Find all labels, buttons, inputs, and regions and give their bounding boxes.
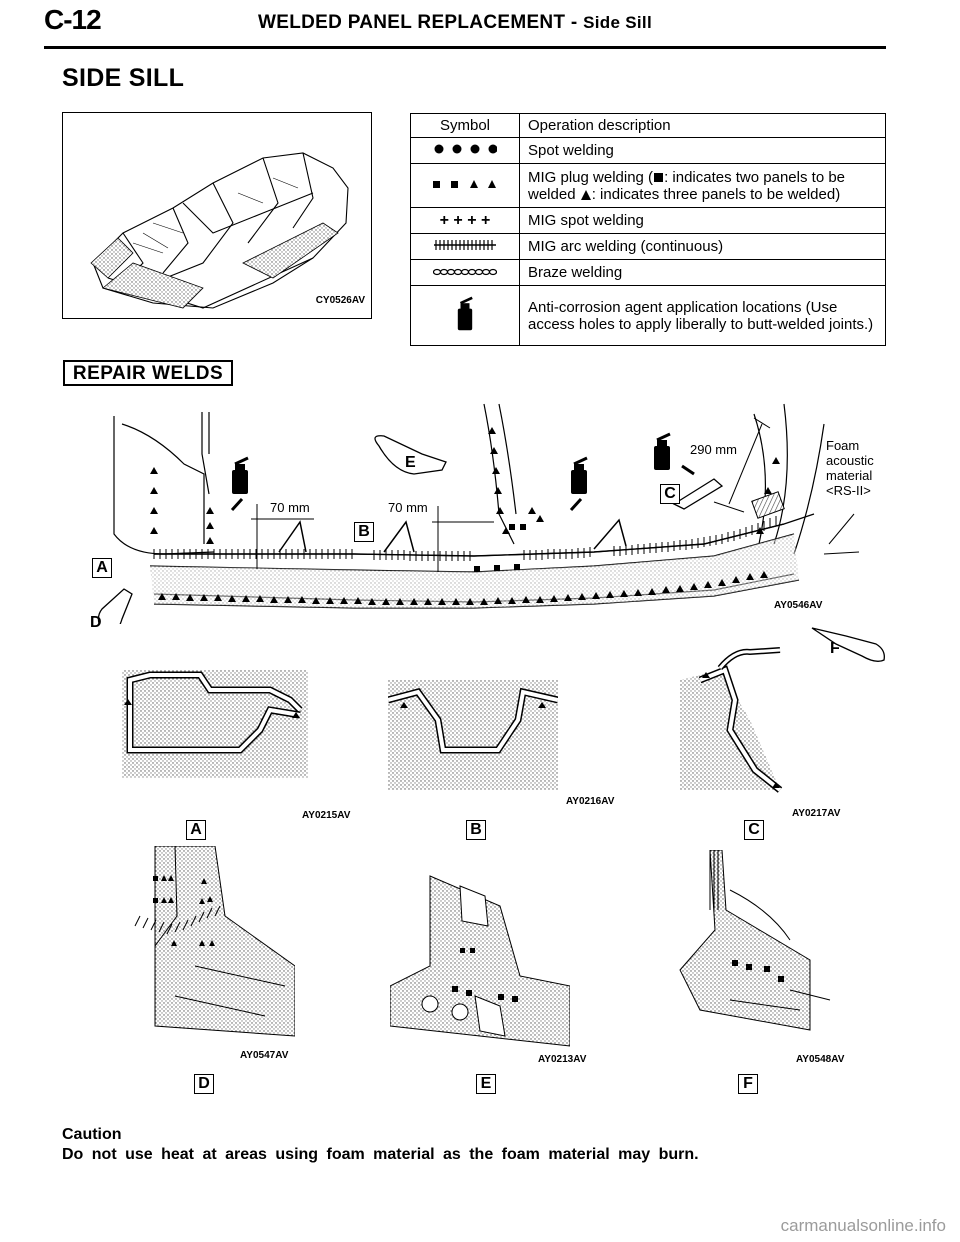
- detail-label-a: A: [186, 820, 206, 840]
- legend-description: Braze welding: [520, 260, 886, 286]
- dimension-label: 70 mm: [270, 500, 310, 515]
- figure-code: AY0548AV: [796, 1054, 845, 1065]
- caution-title: Caution: [62, 1126, 122, 1143]
- mig-plug-weld-icon: [433, 178, 497, 190]
- legend-header-symbol: Symbol: [411, 114, 520, 138]
- figure-code: AY0546AV: [774, 600, 823, 611]
- section-title: SIDE SILL: [62, 64, 185, 92]
- view-marker-b: B: [354, 522, 374, 542]
- legend-description: MIG spot welding: [520, 208, 886, 234]
- detail-label-c: C: [744, 820, 764, 840]
- detail-view-d: [115, 846, 295, 1046]
- figure-code: AY0215AV: [302, 810, 351, 821]
- view-marker-f: F: [830, 640, 840, 657]
- legend-symbol-cell: [411, 164, 520, 208]
- anti-corrosion-bottle-icon: [453, 296, 477, 332]
- detail-view-a: [120, 670, 310, 780]
- legend-symbol-cell: [411, 208, 520, 234]
- thumbnail-code: CY0526AV: [315, 295, 365, 306]
- header-rule: [44, 46, 886, 49]
- legend-description: Spot welding: [520, 138, 886, 164]
- detail-label-e: E: [476, 1074, 496, 1094]
- foam-material-note: Foam acoustic material <RS-II>: [826, 438, 874, 498]
- detail-label-f: F: [738, 1074, 758, 1094]
- header-title-text: WELDED PANEL REPLACEMENT -: [258, 12, 584, 33]
- body-shell-illustration: [63, 113, 371, 318]
- detail-view-c: [680, 640, 840, 800]
- triangle-marker-icon: [581, 190, 591, 200]
- legend-description: Anti-corrosion agent application locations (Use access holes to apply liberally to butt-welded joints.): [520, 286, 886, 346]
- figure-code: AY0217AV: [792, 808, 841, 819]
- legend-row: [411, 234, 886, 260]
- mig-spot-weld-icon: + + + +: [439, 212, 491, 229]
- legend-row: [411, 208, 886, 234]
- detail-view-b: [388, 680, 558, 792]
- legend-row: [411, 286, 886, 346]
- figure-code: AY0213AV: [538, 1054, 587, 1065]
- legend-symbol-cell: [411, 286, 520, 346]
- legend-row: [411, 260, 886, 286]
- figure-code: AY0216AV: [566, 796, 615, 807]
- weld-symbol-legend: [410, 113, 886, 346]
- detail-label-d: D: [194, 1074, 214, 1094]
- view-marker-c: C: [660, 484, 680, 504]
- legend-description: MIG arc welding (continuous): [520, 234, 886, 260]
- legend-symbol-cell: [411, 138, 520, 164]
- view-marker-d: D: [90, 614, 102, 631]
- legend-symbol-cell: [411, 234, 520, 260]
- figure-code: AY0547AV: [240, 1050, 289, 1061]
- caution-text: Do not use heat at areas using foam material as the foam material may burn.: [62, 1146, 699, 1163]
- dimension-label: 290 mm: [690, 442, 737, 457]
- view-marker-a: A: [92, 558, 112, 578]
- spot-weld-icon: [433, 142, 497, 156]
- legend-header-row: [411, 114, 886, 138]
- detail-view-f: [670, 850, 850, 1050]
- page-code: C-12: [44, 4, 101, 35]
- side-sill-illustration: [54, 394, 886, 624]
- legend-symbol-cell: [411, 260, 520, 286]
- braze-weld-icon: [433, 267, 497, 277]
- page-header-title: [258, 12, 652, 34]
- mig-arc-weld-icon: [434, 239, 496, 251]
- view-marker-e: E: [405, 454, 416, 471]
- legend-row: [411, 164, 886, 208]
- body-shell-thumbnail: [62, 112, 372, 319]
- detail-view-e: [390, 866, 570, 1056]
- header-subtitle: Side Sill: [583, 13, 652, 32]
- footer-watermark: carmanualsonline.info: [780, 1216, 946, 1235]
- legend-row: [411, 138, 886, 164]
- square-marker-icon: [654, 173, 663, 182]
- repair-welds-label: REPAIR WELDS: [63, 360, 233, 386]
- legend-description: MIG plug welding ( : indicates two panels to be welded : indicates three panels to be welded): [520, 164, 886, 208]
- dimension-label: 70 mm: [388, 500, 428, 515]
- legend-header-description: Operation description: [520, 114, 886, 138]
- detail-label-b: B: [466, 820, 486, 840]
